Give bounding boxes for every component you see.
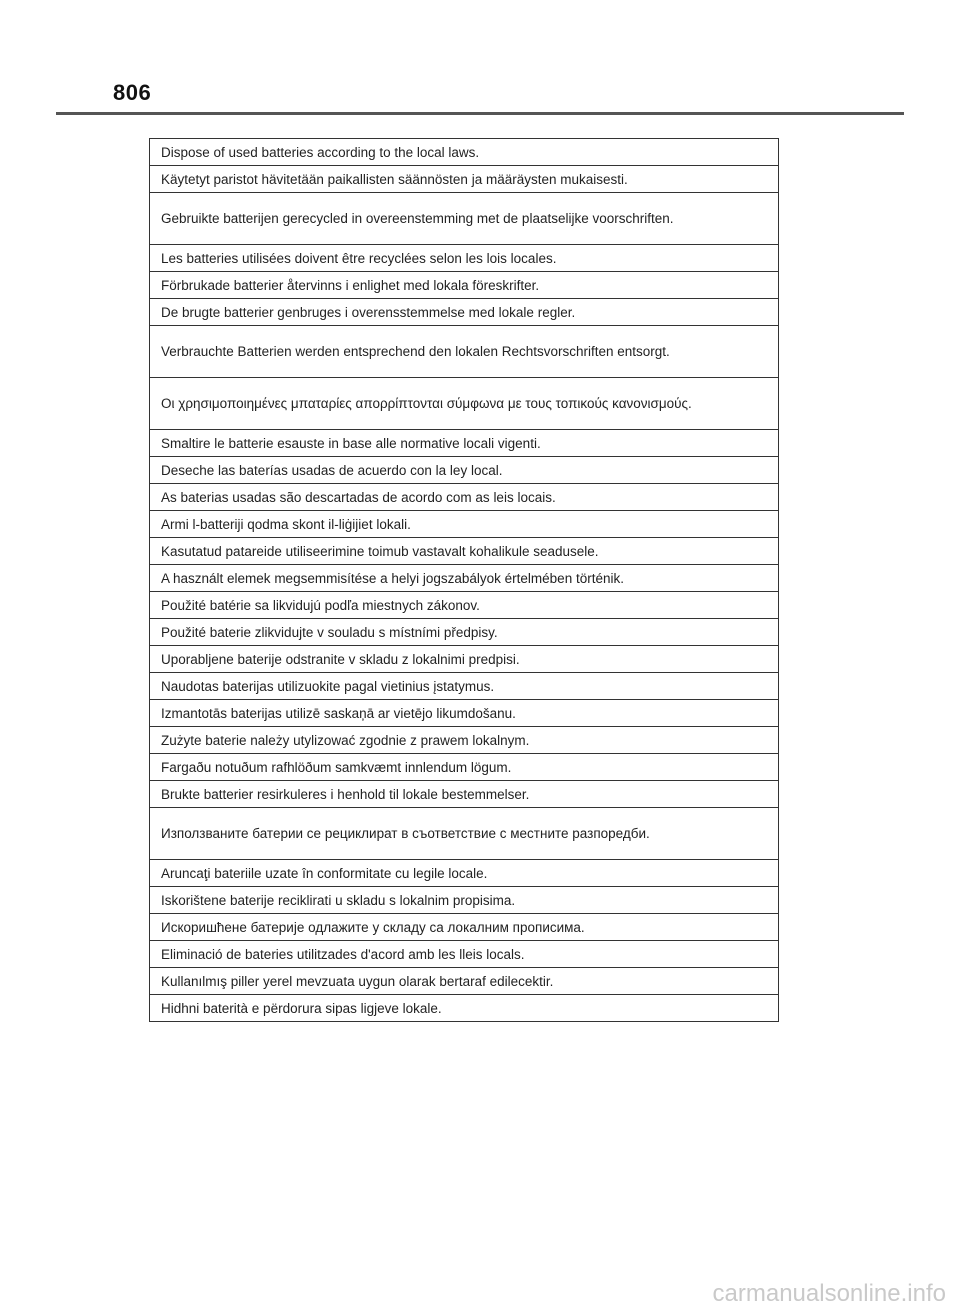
notice-text: Käytetyt paristot hävitetään paikallisten säännösten ja määräysten mukaisesti.: [150, 166, 779, 193]
notice-text: Uporabljene baterije odstranite v skladu z lokalnimi predpisi.: [150, 646, 779, 673]
notice-text: Искоришћене батерије одлажите у складу са локалним прописима.: [150, 914, 779, 941]
notice-row: [150, 592, 779, 619]
notice-row: [150, 700, 779, 727]
notice-text: Les batteries utilisées doivent être recyclées selon les lois locales.: [150, 245, 779, 272]
notice-row: [150, 995, 779, 1022]
notice-row: [150, 166, 779, 193]
notice-row: [150, 781, 779, 808]
battery-disposal-table-body: [150, 139, 779, 1022]
notice-text: Hidhni baterità e përdorura sipas ligjeve lokale.: [150, 995, 779, 1022]
notice-text: Οι χρησιμοποιημένες μπαταρίες απορρίπτονται σύμφωνα με τους τοπικούς κανονισμούς.: [150, 378, 779, 430]
battery-disposal-table: [149, 138, 779, 1022]
notice-row: [150, 430, 779, 457]
notice-text: Zużyte baterie należy utylizować zgodnie z prawem lokalnym.: [150, 727, 779, 754]
notice-text: Dispose of used batteries according to the local laws.: [150, 139, 779, 166]
notice-text: Použité batérie sa likvidujú podľa miestnych zákonov.: [150, 592, 779, 619]
notice-text: Použité baterie zlikvidujte v souladu s místními předpisy.: [150, 619, 779, 646]
watermark: carmanualsonline.info: [712, 1280, 946, 1307]
notice-row: [150, 808, 779, 860]
notice-text: Brukte batterier resirkuleres i henhold til lokale bestemmelser.: [150, 781, 779, 808]
notice-text: Eliminació de bateries utilitzades d'acord amb les lleis locals.: [150, 941, 779, 968]
notice-text: De brugte batterier genbruges i overensstemmelse med lokale regler.: [150, 299, 779, 326]
notice-text: A használt elemek megsemmisítése a helyi jogszabályok értelmében történik.: [150, 565, 779, 592]
notice-row: [150, 860, 779, 887]
page-number: 806: [113, 80, 152, 105]
notice-row: [150, 457, 779, 484]
notice-text: Naudotas baterijas utilizuokite pagal vietinius įstatymus.: [150, 673, 779, 700]
notice-row: [150, 646, 779, 673]
notice-text: As baterias usadas são descartadas de acordo com as leis locais.: [150, 484, 779, 511]
notice-row: [150, 968, 779, 995]
notice-row: [150, 538, 779, 565]
notice-text: Iskorištene baterije reciklirati u skladu s lokalnim propisima.: [150, 887, 779, 914]
notice-row: [150, 887, 779, 914]
notice-row: [150, 619, 779, 646]
notice-row: [150, 193, 779, 245]
header-rule: [56, 112, 904, 115]
notice-text: Aruncaţi bateriile uzate în conformitate cu legile locale.: [150, 860, 779, 887]
notice-text: Kasutatud patareide utiliseerimine toimub vastavalt kohalikule seadusele.: [150, 538, 779, 565]
notice-text: Kullanılmış piller yerel mevzuata uygun olarak bertaraf edilecektir.: [150, 968, 779, 995]
notice-text: Deseche las baterías usadas de acuerdo con la ley local.: [150, 457, 779, 484]
notice-row: [150, 754, 779, 781]
notice-row: [150, 511, 779, 538]
notice-row: [150, 727, 779, 754]
notice-row: [150, 139, 779, 166]
notice-row: [150, 326, 779, 378]
notice-row: [150, 299, 779, 326]
notice-text: Използваните батерии се рециклират в съответствие с местните разпоредби.: [150, 808, 779, 860]
notice-row: [150, 272, 779, 299]
notice-text: Gebruikte batterijen gerecycled in overeenstemming met de plaatselijke voorschriften.: [150, 193, 779, 245]
notice-text: Fargaðu notuðum rafhlöðum samkvæmt innlendum lögum.: [150, 754, 779, 781]
notice-text: Förbrukade batterier återvinns i enlighet med lokala föreskrifter.: [150, 272, 779, 299]
notice-text: Armi l-batteriji qodma skont il-liġijiet lokali.: [150, 511, 779, 538]
notice-row: [150, 484, 779, 511]
notice-row: [150, 245, 779, 272]
notice-row: [150, 914, 779, 941]
notice-row: [150, 673, 779, 700]
notice-text: Izmantotās baterijas utilizē saskaņā ar vietējo likumdošanu.: [150, 700, 779, 727]
notice-row: [150, 941, 779, 968]
notice-text: Verbrauchte Batterien werden entsprechend den lokalen Rechtsvorschriften entsorgt.: [150, 326, 779, 378]
notice-text: Smaltire le batterie esauste in base alle normative locali vigenti.: [150, 430, 779, 457]
notice-row: [150, 565, 779, 592]
notice-row: [150, 378, 779, 430]
